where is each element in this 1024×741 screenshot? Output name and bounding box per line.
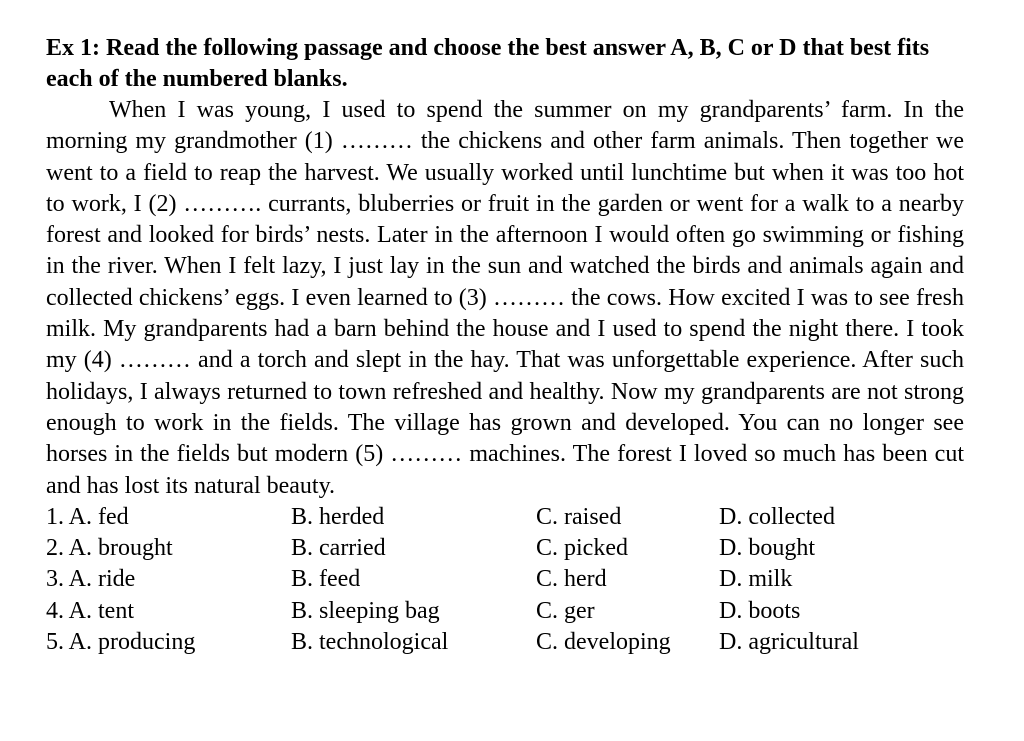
question-row-5 xyxy=(46,627,964,658)
option-a: 2. A. brought xyxy=(46,535,173,562)
option-c: C. herd xyxy=(536,566,607,593)
option-d: D. bought xyxy=(719,535,815,562)
option-b: B. feed xyxy=(291,566,361,593)
option-a: 3. A. ride xyxy=(46,566,136,593)
option-a: 5. A. producing xyxy=(46,629,196,656)
option-c: C. picked xyxy=(536,535,628,562)
option-b: B. herded xyxy=(291,503,385,530)
question-row-2 xyxy=(46,533,964,564)
exercise-page xyxy=(46,33,964,658)
option-a: 4. A. tent xyxy=(46,597,134,624)
option-c: C. ger xyxy=(536,597,595,624)
question-row-1 xyxy=(46,502,964,533)
option-b: B. sleeping bag xyxy=(291,597,440,624)
option-b: B. technological xyxy=(291,629,449,656)
reading-passage: When I was young, I used to spend the summer on my grandparents’ farm. In the morning my grandmother (1) ……… the chickens and other farm animals. Then together we went to a field to reap the harvest. We usually worked until lunchtime but when it was too hot to work, I (2) ………. currants, bluberries or fruit in the garden or went for a walk to a nearby forest and looked for birds’ nests. Later in the afternoon I would often go swimming or fishing in the river. When I felt lazy, I just lay in the sun and watched the birds and animals again and collected chickens’ eggs. I even learned to (3) ……… the cows. How excited I was to see fresh milk. My grandparents had a barn behind the house and I used to spend the night there. I took my (4) ……… and a torch and slept in the hay. That was unforgettable experience. After such holidays, I always returned to town refreshed and healthy. Now my grandparents are not strong enough to work in the fields. The village has grown and developed. You can no longer see horses in the fields but modern (5) ……… machines. The forest I loved so much has been cut and has lost its natural beauty. xyxy=(46,97,964,499)
question-row-4 xyxy=(46,596,964,627)
option-d: D. milk xyxy=(719,566,793,593)
exercise-title: Ex 1: Read the following passage and choose the best answer A, B, C or D that best fits each of the numbered blanks. xyxy=(46,35,930,92)
option-c: C. raised xyxy=(536,503,622,530)
option-d: D. boots xyxy=(719,597,801,624)
option-a: 1. A. fed xyxy=(46,503,129,530)
answer-options xyxy=(46,502,964,658)
option-d: D. agricultural xyxy=(719,629,859,656)
option-c: C. developing xyxy=(536,629,671,656)
question-row-3 xyxy=(46,564,964,595)
option-b: B. carried xyxy=(291,535,386,562)
option-d: D. collected xyxy=(719,503,835,530)
